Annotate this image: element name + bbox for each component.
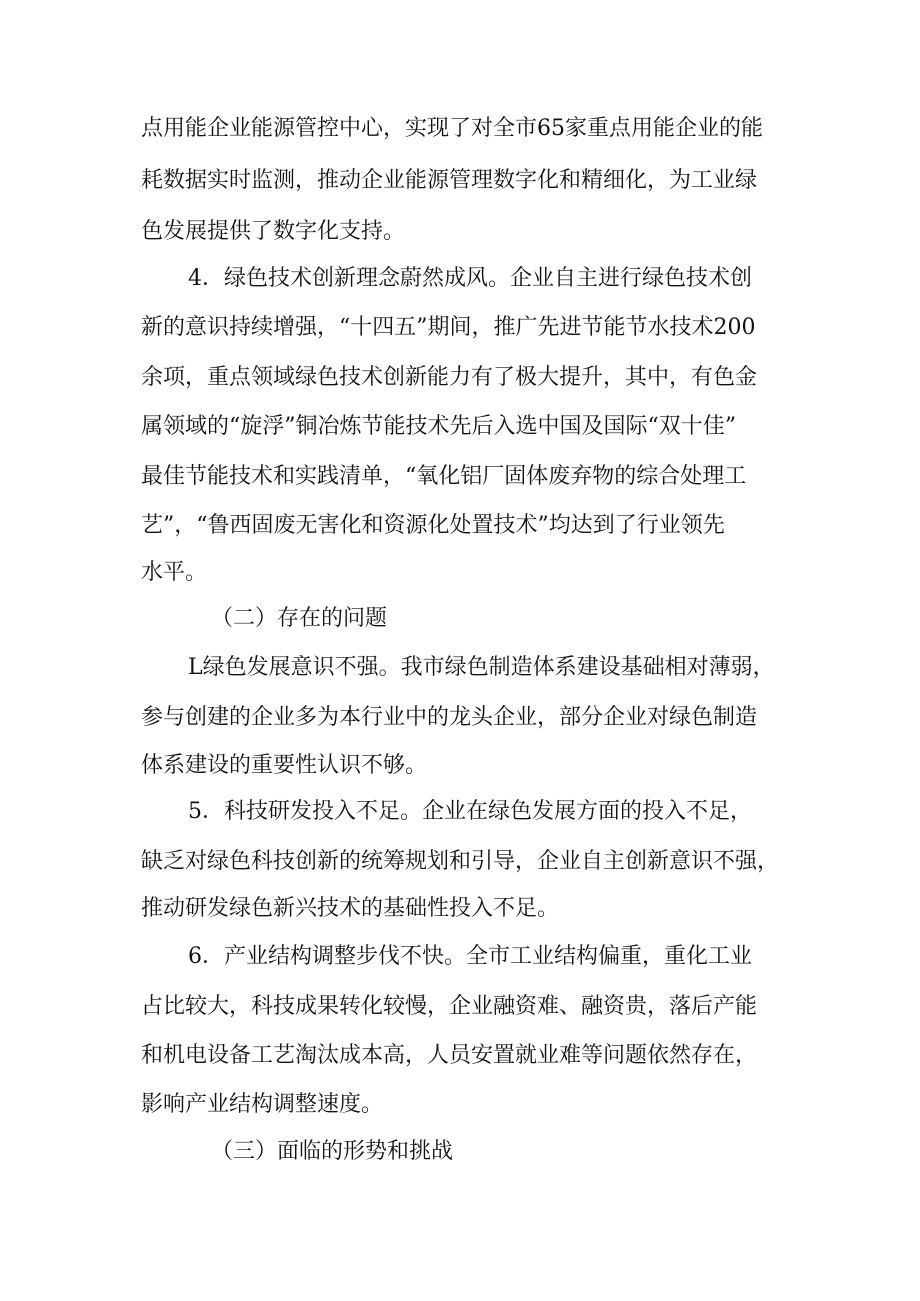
text-line: 水平。	[141, 560, 208, 585]
text-line: 属领域的“旋浮”铜冶炼节能技术先后入选中国及国际“双十佳”	[141, 414, 736, 439]
text-line: 和机电设备工艺淘汰成本高，人员安置就业难等问题依然存在，	[141, 1043, 758, 1068]
text-line: 参与创建的企业多为本行业中的龙头企业，部分企业对绿色制造	[141, 705, 758, 730]
text-line: 新的意识持续增强，“十四五”期间，推广先进节能节水技术200	[141, 315, 756, 340]
paragraph-start-line: 4．绿色技术创新理念蔚然成风。企业自主进行绿色技术创	[188, 266, 752, 291]
text-line: 色发展提供了数字化支持。	[141, 219, 406, 244]
paragraph-start-line: L绿色发展意识不强。我市绿色制造体系建设基础相对薄弱，	[188, 655, 775, 680]
text-line: 点用能企业能源管控中心，实现了对全市65家重点用能企业的能	[141, 116, 763, 141]
text-line: 艺”，“鲁西固废无害化和资源化处置技术”均达到了行业领先	[141, 513, 725, 538]
text-line: 体系建设的重要性认识不够。	[141, 753, 428, 778]
text-line: 影响产业结构调整速度。	[141, 1092, 384, 1117]
text-line: 余项，重点领域绿色技术创新能力有了极大提升，其中，有色金	[141, 365, 758, 390]
section-heading: （三）面临的形势和挑战	[211, 1139, 454, 1164]
text-line: 最佳节能技术和实践清单，“氧化铝厂固体废弃物的综合处理工	[141, 464, 747, 489]
text-line: 耗数据实时监测，推动企业能源管理数字化和精细化，为工业绿	[141, 168, 758, 193]
text-line: 占比较大，科技成果转化较慢，企业融资难、融资贵，落后产能	[141, 994, 758, 1019]
section-heading: （二）存在的问题	[211, 606, 388, 631]
paragraph-start-line: 5．科技研发投入不足。企业在绿色发展方面的投入不足，	[188, 799, 752, 824]
paragraph-start-line: 6．产业结构调整步伐不快。全市工业结构偏重，重化工业	[188, 944, 752, 969]
text-line: 缺乏对绿色科技创新的统筹规划和引导，企业自主创新意识不强，	[141, 849, 780, 874]
text-line: 推动研发绿色新兴技术的基础性投入不足。	[141, 896, 560, 921]
